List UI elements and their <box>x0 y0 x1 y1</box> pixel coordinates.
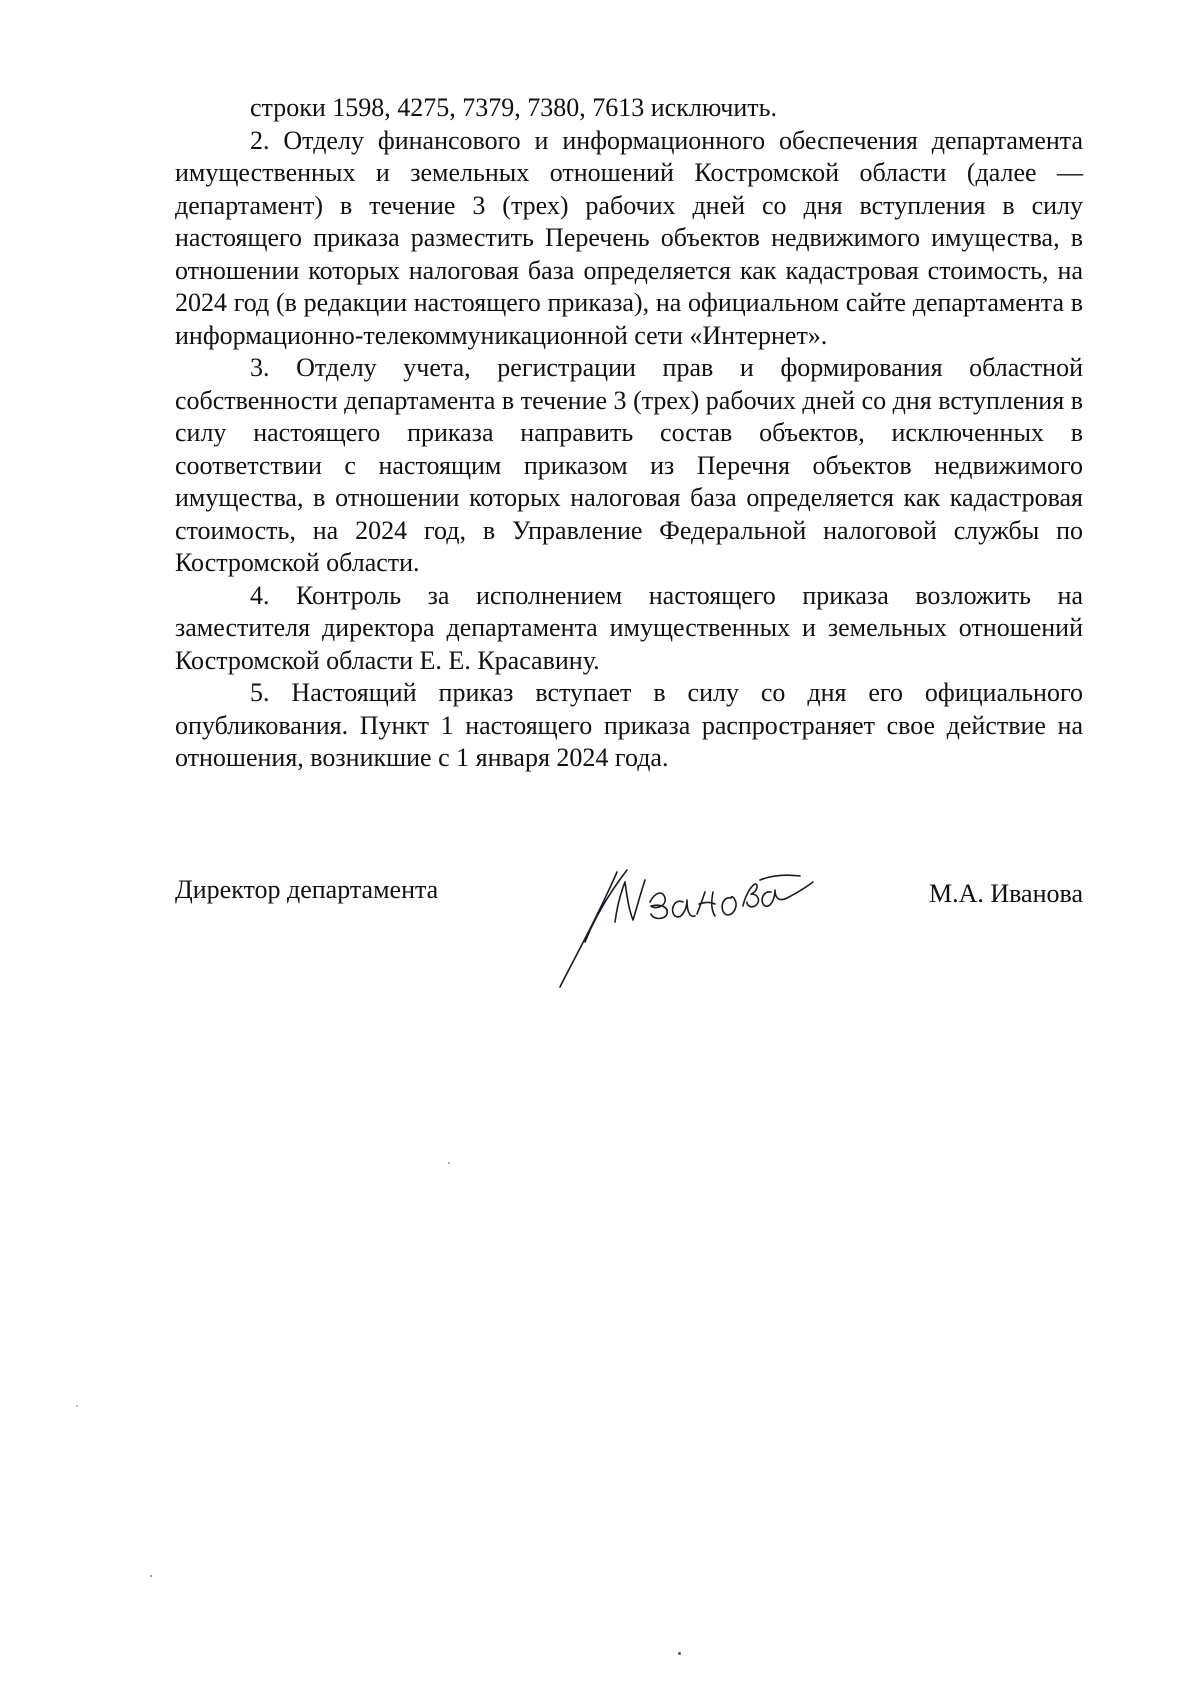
signatory-name: М.А. Иванова <box>928 879 1083 908</box>
paragraph-4: 4. Контроль за исполнением настоящего приказа возложить на заместителя директора департамента имущественных и земельных отношений Костромской области Е. Е. Красавину. <box>175 580 1083 675</box>
handwritten-signature <box>555 862 815 992</box>
scan-speck <box>150 1575 152 1577</box>
scan-speck <box>448 1162 450 1164</box>
paragraph-5: 5. Настоящий приказ вступает в силу со дня его официального опубликования. Пункт 1 настоящего приказа распространяет свое действие на отношения, возникшие с 1 января 2024 года. <box>175 678 1083 772</box>
scan-speck <box>678 1652 681 1655</box>
paragraph-1-continuation: строки 1598, 4275, 7379, 7380, 7613 исключить. <box>250 93 777 122</box>
signatory-title: Директор департамента <box>175 875 439 904</box>
paragraph-3: 3. Отделу учета, регистрации прав и формирования областной собственности департамента в течение 3 (трех) рабочих дней со дня вступления в силу настоящего приказа направить состав объектов, исключенных в соответствии с настоящим приказом из Перечня объектов недвижимого имущества, в отношении которых налоговая база определяется как кадастровая стоимость, на 2024 год, в Управление Федеральной налоговой службы по Костромской области. <box>175 353 1083 577</box>
scan-speck <box>76 1405 78 1407</box>
paragraph-2: 2. Отделу финансового и информационного обеспечения департамента имущественных и земельных отношений Костромской области (далее — департамент) в течение 3 (трех) рабочих дней со дня вступления в силу настоящего приказа разместить Перечень объектов недвижимого имущества, в отношении которых налоговая база определяется как кадастровая стоимость, на 2024 год (в редакции настоящего приказа), на официальном сайте департамента в информационно-телекоммуникационной сети «Интернет». <box>175 125 1083 350</box>
signature-block <box>175 862 1083 992</box>
document-body <box>175 92 1083 775</box>
